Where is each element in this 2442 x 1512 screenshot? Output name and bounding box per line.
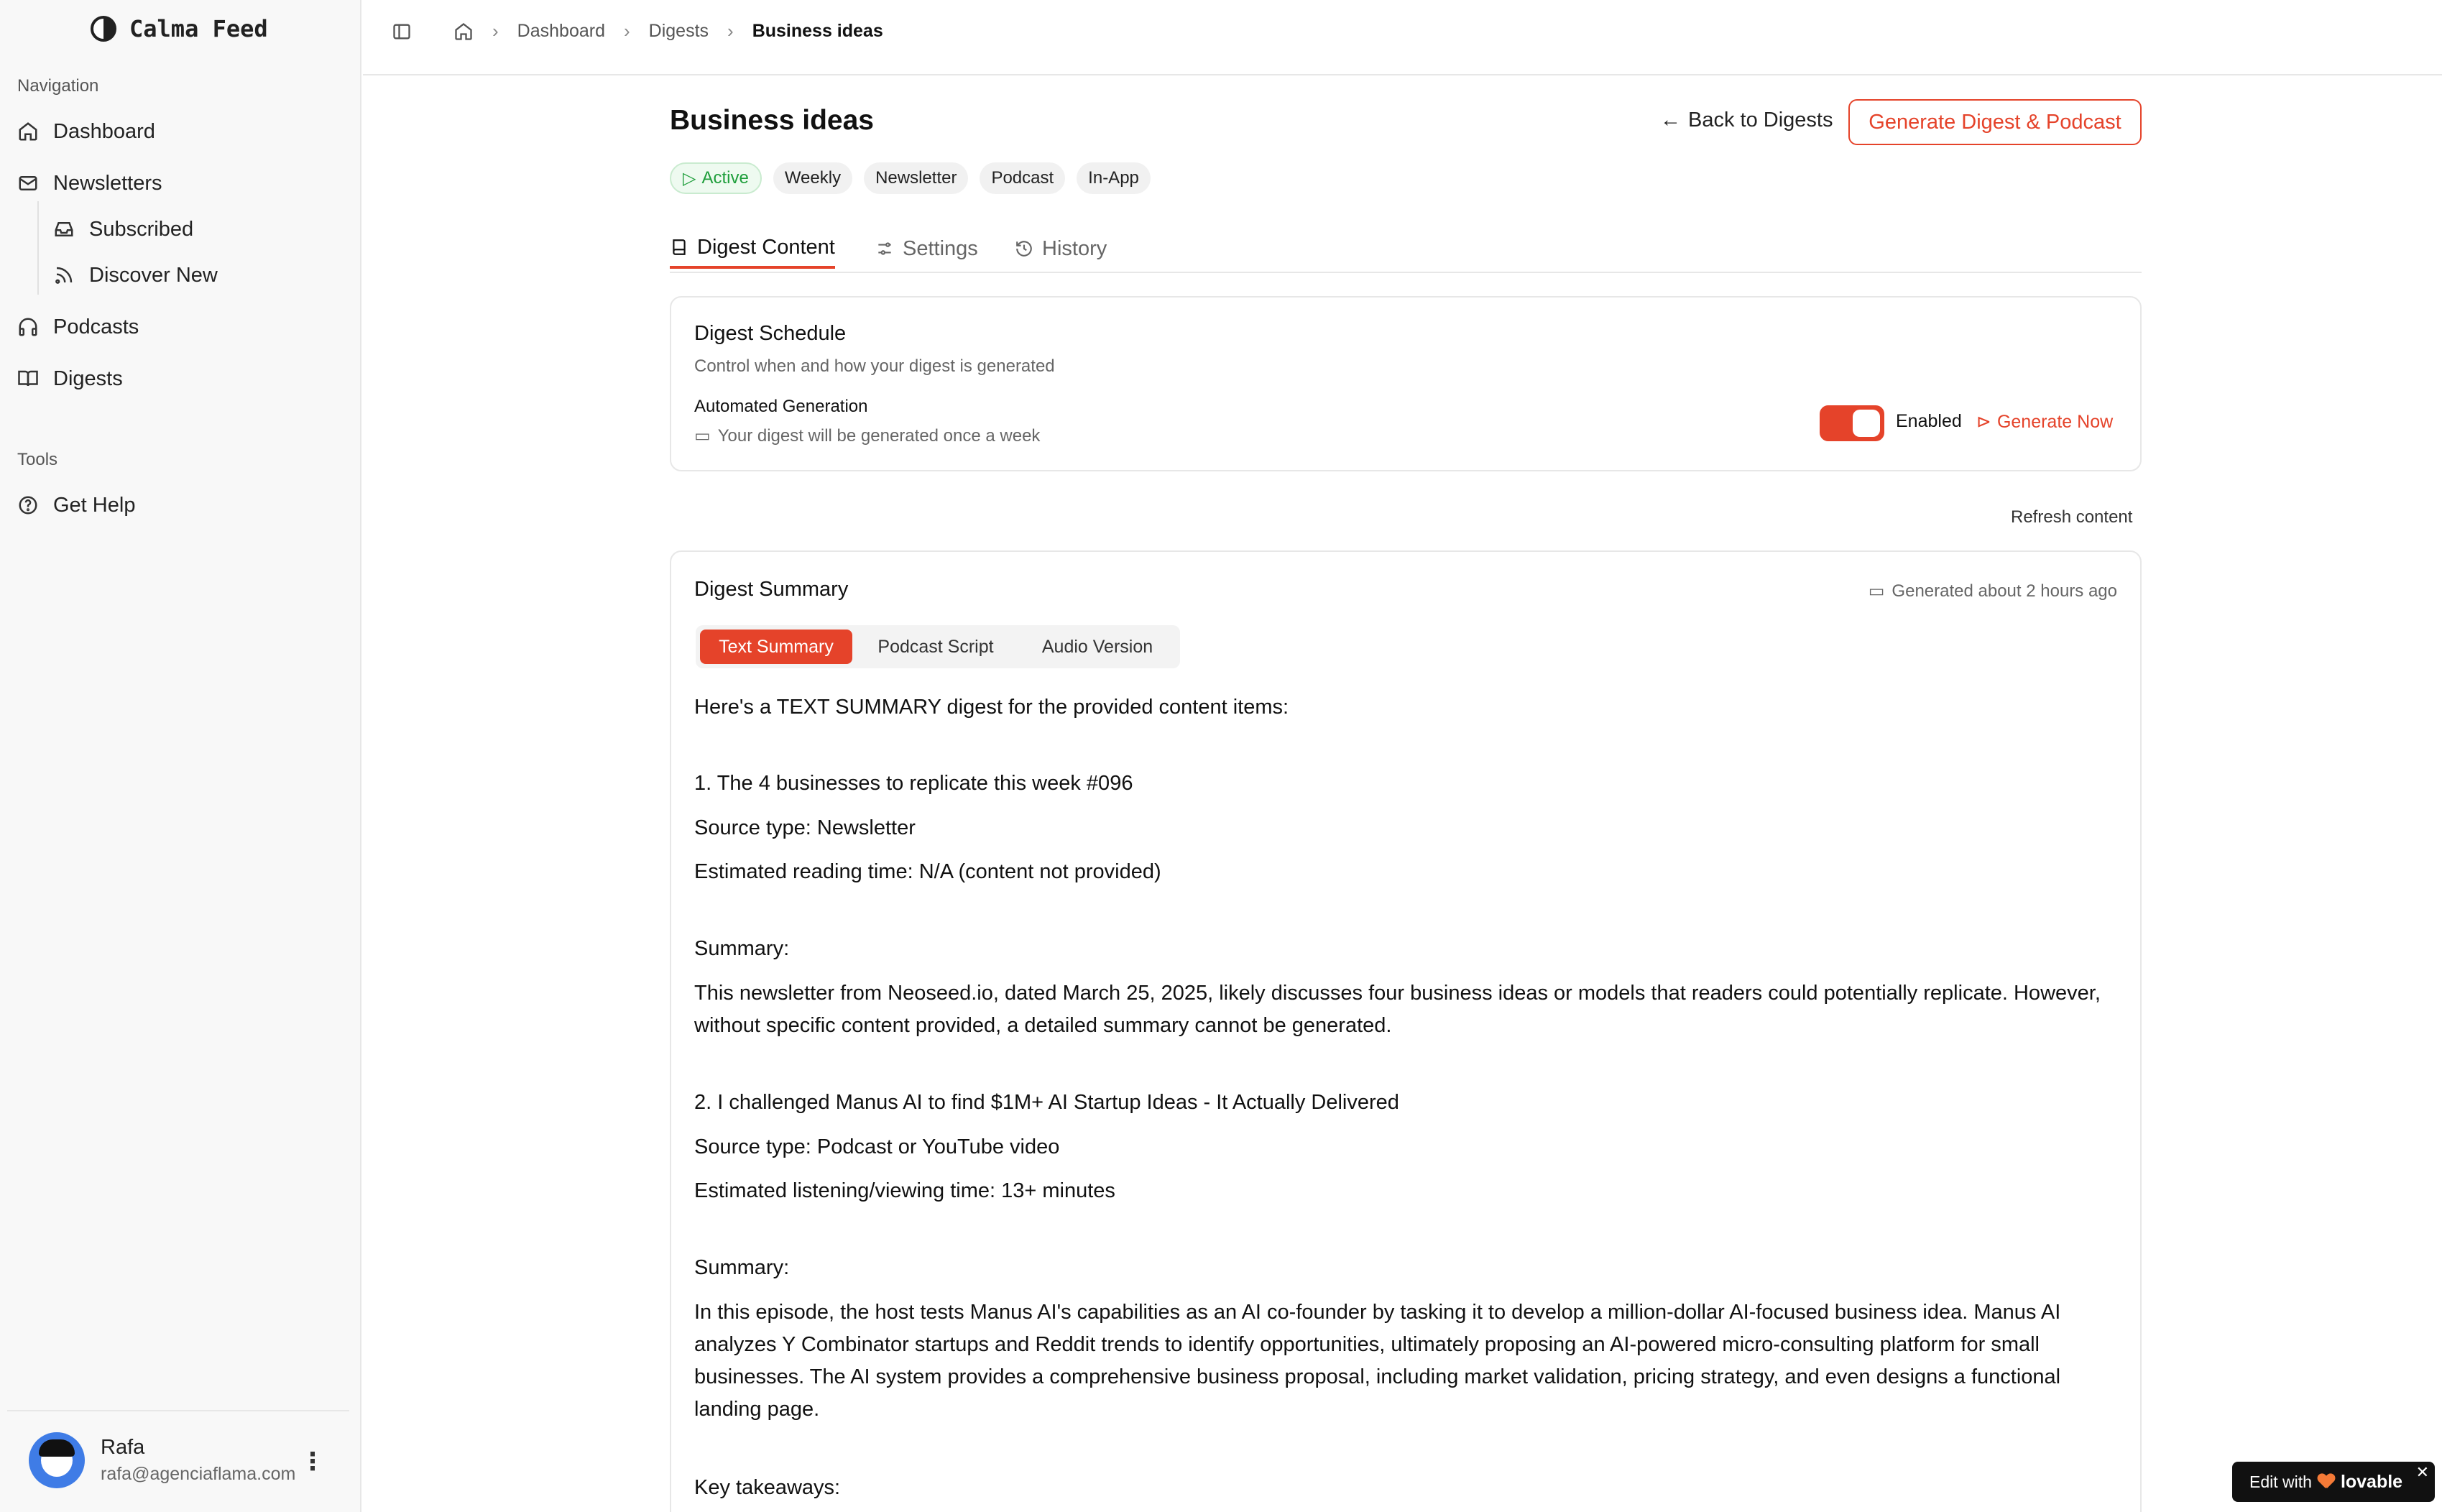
digest-badges	[670, 162, 1151, 194]
key-takeaways-label: Key takeaways:	[694, 1476, 841, 1499]
digest-tabs	[670, 227, 2142, 273]
topbar	[363, 0, 2442, 75]
sidebar-item-label: Digests	[53, 367, 123, 390]
avatar	[29, 1432, 85, 1488]
generate-now-button[interactable]	[1976, 411, 2113, 433]
item1-summary: This newsletter from Neoseed.io, dated March 25, 2025, likely discusses four business ideas or models that readers could potentially replicate. However, without specific content provided, a detailed summary cannot be generated.	[694, 982, 2101, 1037]
nav-section-label: Navigation	[17, 76, 99, 96]
status-badge-label: Active	[701, 168, 749, 188]
sidebar-item-newsletters[interactable]	[17, 166, 162, 200]
half-circle-logo-icon	[91, 16, 116, 42]
chevron-right-icon: ›	[492, 20, 499, 42]
lovable-prefix: Edit with	[2249, 1472, 2312, 1491]
edit-with-lovable-badge[interactable]	[2232, 1462, 2435, 1502]
app-name: Calma Feed	[129, 15, 268, 42]
arrow-left-icon: ←	[1660, 109, 1681, 132]
tab-label: Digest Content	[697, 235, 835, 259]
rss-icon	[53, 264, 75, 286]
tools-section-label: Tools	[17, 450, 58, 469]
tab-label: Settings	[903, 236, 978, 260]
sidebar-item-discover-new[interactable]	[53, 258, 218, 292]
breadcrumb-digests[interactable]: Digests	[648, 21, 709, 41]
user-name: Rafa	[101, 1436, 145, 1459]
summary-title: Digest Summary	[694, 578, 849, 601]
heart-icon	[2318, 1474, 2335, 1490]
mode-text-summary[interactable]: Text Summary	[700, 630, 852, 664]
lovable-brand: lovable	[2340, 1471, 2403, 1492]
home-icon	[17, 121, 39, 142]
automated-generation-label: Automated Generation	[694, 397, 868, 416]
close-icon[interactable]: ✕	[2415, 1463, 2429, 1481]
tab-digest-content[interactable]	[670, 229, 835, 269]
chevron-right-icon: ›	[623, 20, 630, 42]
breadcrumb-current: Business ideas	[752, 21, 883, 41]
status-badge	[670, 162, 762, 194]
back-link-label: Back to Digests	[1688, 109, 1833, 132]
book-open-icon	[17, 368, 39, 389]
podcast-badge: Podcast	[980, 162, 1065, 194]
item1-title: 1. The 4 businesses to replicate this week #096	[694, 772, 1133, 795]
calendar-icon: ▭	[1868, 581, 1885, 601]
book-icon	[670, 238, 688, 257]
tab-settings[interactable]	[875, 229, 978, 269]
breadcrumb-dashboard[interactable]: Dashboard	[517, 21, 605, 41]
item1-time: Estimated reading time: N/A (content not provided)	[694, 860, 1161, 883]
sidebar-item-label: Dashboard	[53, 119, 155, 143]
inbox-icon	[53, 218, 75, 240]
auto-generation-toggle[interactable]	[1820, 405, 1884, 441]
app-brand[interactable]	[91, 9, 268, 49]
sidebar-toggle-icon[interactable]	[392, 22, 412, 42]
mode-audio-version[interactable]: Audio Version	[1041, 636, 1153, 657]
history-icon	[1015, 239, 1033, 258]
generate-digest-podcast-button[interactable]: Generate Digest & Podcast	[1848, 99, 2142, 145]
summary-mode-switcher	[696, 625, 1180, 668]
item1-source: Source type: Newsletter	[694, 816, 916, 839]
submenu-divider	[37, 201, 39, 295]
sidebar-item-subscribed[interactable]	[53, 212, 193, 246]
automated-generation-desc	[694, 425, 1040, 446]
sidebar-item-digests[interactable]	[17, 361, 123, 396]
item2-title: 2. I challenged Manus AI to find $1M+ AI Startup Ideas - It Actually Delivered	[694, 1091, 1399, 1114]
help-circle-icon	[17, 494, 39, 516]
play-circle-icon: ⊳	[1976, 412, 1991, 432]
sidebar-item-label: Get Help	[53, 493, 136, 517]
tab-label: History	[1042, 236, 1107, 260]
home-icon[interactable]	[453, 22, 474, 42]
schedule-subtitle: Control when and how your digest is generated	[694, 356, 1055, 376]
sidebar-item-get-help[interactable]	[17, 488, 135, 522]
generated-timestamp-text: Generated about 2 hours ago	[1892, 581, 2117, 601]
sidebar-item-label: Subscribed	[89, 217, 194, 241]
play-icon: ▷	[683, 168, 696, 188]
user-email: rafa@agenciaflama.com	[101, 1464, 296, 1484]
schedule-title: Digest Schedule	[694, 322, 847, 345]
newsletter-badge: Newsletter	[864, 162, 968, 194]
sidebar-item-dashboard[interactable]	[17, 114, 155, 149]
frequency-badge: Weekly	[773, 162, 852, 194]
chevron-right-icon: ›	[727, 20, 734, 42]
item2-summary: In this episode, the host tests Manus AI's capabilities as an AI co-founder by tasking it to develop a million-dollar AI-focused business idea. Manus AI analyzes Y Combinator startups and Reddit trends to identify opportunities, ultimately proposing an AI-powered micro-consulting platform for small businesses. The AI system provides a comprehensive business proposal, including market validation, pricing strategy, and even designs a functional landing page.	[694, 1301, 2061, 1421]
tab-history[interactable]	[1015, 229, 1107, 269]
page-title: Business ideas	[670, 105, 874, 136]
sidebar-item-podcasts[interactable]	[17, 310, 139, 344]
breadcrumb	[392, 20, 883, 42]
user-profile[interactable]	[7, 1410, 349, 1509]
toggle-label: Enabled	[1896, 411, 1962, 431]
generated-timestamp	[1869, 581, 2117, 601]
sliders-icon	[875, 239, 894, 258]
calendar-icon: ▭	[694, 426, 711, 446]
mode-podcast-script[interactable]: Podcast Script	[877, 636, 994, 657]
item2-summary-label: Summary:	[694, 1256, 790, 1279]
more-vertical-icon[interactable]: ⋮	[300, 1448, 325, 1475]
sidebar-item-label: Newsletters	[53, 171, 162, 195]
automated-generation-desc-text: Your digest will be generated once a week	[717, 425, 1041, 446]
sidebar-item-label: Discover New	[89, 263, 218, 287]
digest-schedule-card	[670, 296, 2142, 471]
item1-summary-label: Summary:	[694, 937, 790, 960]
summary-intro: Here's a TEXT SUMMARY digest for the provided content items:	[694, 696, 1289, 719]
sidebar-item-label: Podcasts	[53, 315, 139, 338]
item2-source: Source type: Podcast or YouTube video	[694, 1135, 1060, 1158]
generate-now-label: Generate Now	[1996, 411, 2114, 432]
item2-time: Estimated listening/viewing time: 13+ minutes	[694, 1179, 1115, 1202]
mail-icon	[17, 172, 39, 194]
headphones-icon	[17, 316, 39, 338]
sidebar	[0, 0, 361, 1512]
refresh-content-button[interactable]: Refresh content	[2011, 507, 2133, 527]
in-app-badge: In-App	[1077, 162, 1151, 194]
back-to-digests-link[interactable]	[1660, 109, 1833, 132]
